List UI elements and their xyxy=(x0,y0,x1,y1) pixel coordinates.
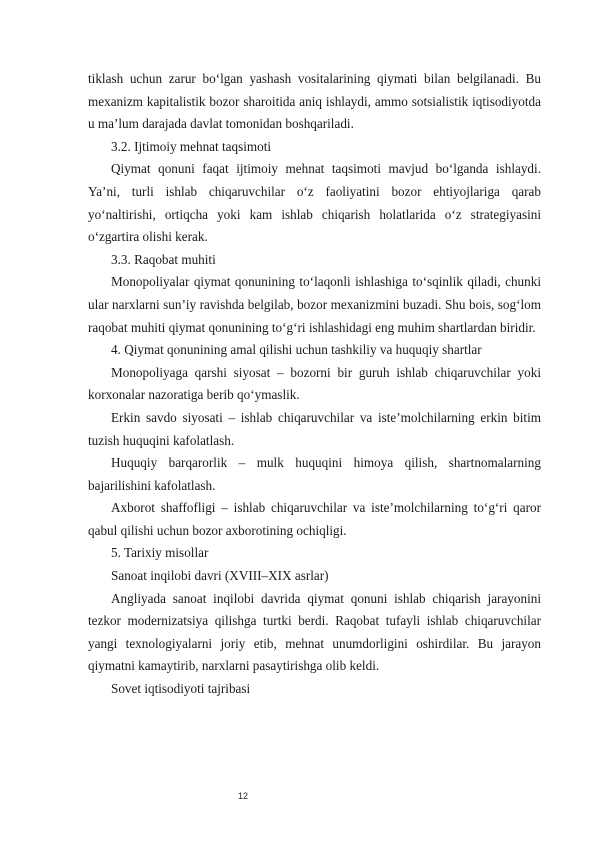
paragraph-antimonopoly: Monopoliyaga qarshi siyosat – bozorni bir guruh ishlab chiqaruvchilar yoki korxonalar nazoratiga berib qo‘ymaslik. xyxy=(88,364,541,403)
section-heading-5: 5. Tarixiy misollar xyxy=(111,545,209,561)
paragraph-labor-division: Qiymat qonuni faqat ijtimoiy mehnat taqsimoti mavjud bo‘lganda ishlaydi. Ya’ni, turli ishlab chiqaruvchilar o‘z faoliyatini bozor ehtiyojlariga qarab yo‘naltirishi, ortiqcha yoki kam ishlab chiqarish holatlarida o‘z strategiyasini o‘zgartira olishi kerak. xyxy=(88,161,541,245)
section-heading-3-3: 3.3. Raqobat muhiti xyxy=(111,251,216,267)
section-heading-4: 4. Qiymat qonunining amal qilishi uchun tashkiliy va huquqiy shartlar xyxy=(111,342,482,358)
paragraph-competition: Monopoliyalar qiymat qonunining to‘laqonli ishlashiga to‘sqinlik qiladi, chunki ular narxlarni sun’iy ravishda belgilab, bozor mexanizmini buzadi. Shu bois, sog‘lom raqobat muhiti qiymat qonunining to‘g‘ri ishlashidagi eng muhim shartlardan biridir. xyxy=(88,274,541,335)
paragraph-legal-stability: Huquqiy barqarorlik – mulk huquqini himoya qilish, shartnomalarning bajarilishini kafolatlash. xyxy=(88,455,541,493)
paragraph-free-trade: Erkin savdo siyosati – ishlab chiqaruvchilar va iste’molchilarning erkin bitim tuzish huquqini kafolatlash. xyxy=(88,409,541,448)
section-heading-3-2: 3.2. Ijtimoiy mehnat taqsimoti xyxy=(111,138,272,154)
subheading-industrial-revolution: Sanoat inqilobi davri (XVIII–XIX asrlar) xyxy=(111,568,329,584)
paragraph-info-transparency: Axborot shaffofligi – ishlab chiqaruvchilar va iste’molchilarning to‘g‘ri qaror qabul qilishi uchun bozor axborotining ochiqligi. xyxy=(88,500,541,538)
paragraph-england: Angliyada sanoat inqilobi davrida qiymat qonuni ishlab chiqarish jarayonini tezkor modernizatsiya qilishga turtki berdi. Raqobat tufayli ishlab chiqaruvchilar yangi texnologiyalarni joriy etib, mehnat unumdorligini oshirdilar. Bu jarayon qiymatni kamaytirib, narxlarni pasaytirishga olib keldi. xyxy=(88,590,541,674)
document-page xyxy=(88,68,541,701)
page-number: 12 xyxy=(237,791,248,801)
paragraph-continuation: tiklash uchun zarur bo‘lgan yashash vositalarining qiymati bilan belgilanadi. Bu mexanizm kapitalistik bozor sharoitida aniq ishlaydi, ammo sotsialistik iqtisodiyotda u ma’lum darajada davlat tomonidan boshqariladi. xyxy=(88,71,541,132)
subheading-soviet-economy: Sovet iqtisodiyoti tajribasi xyxy=(111,681,251,697)
